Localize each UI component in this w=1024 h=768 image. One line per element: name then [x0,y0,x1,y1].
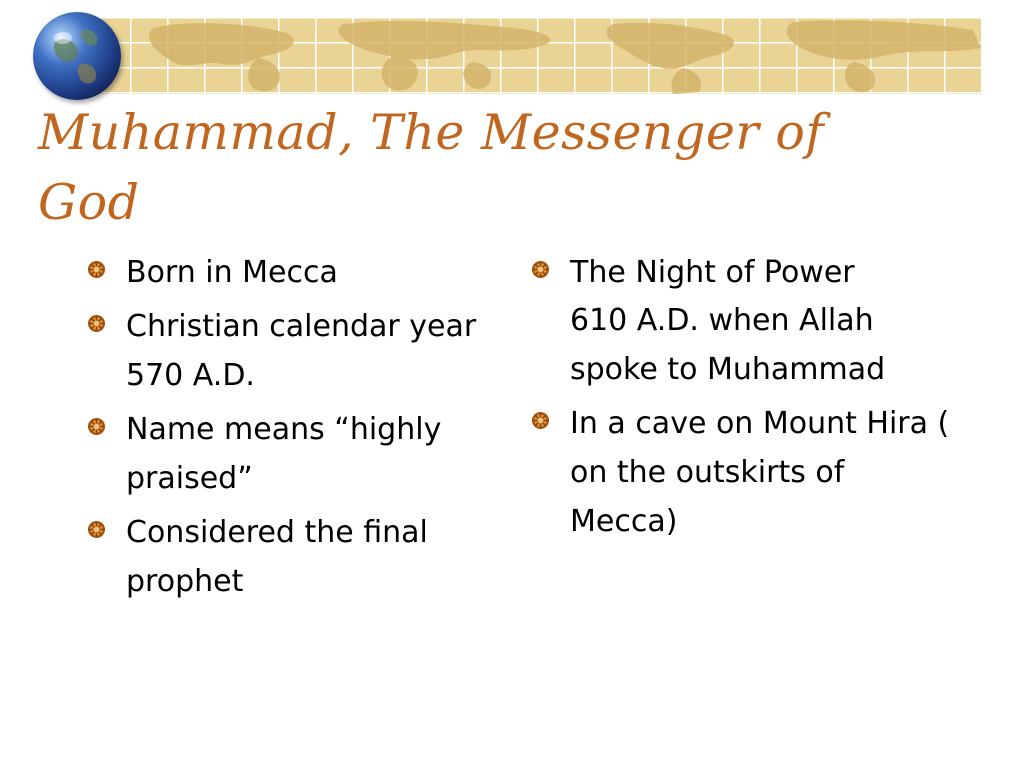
sun-gear-icon [87,417,106,436]
slide-title: Muhammad, The Messenger of God [38,104,824,231]
bullet-text: Born in Mecca [126,255,338,290]
world-map-decoration [93,18,981,94]
bullet-text: Name means “highly praised” [126,412,442,496]
sun-gear-icon [87,520,106,539]
sun-gear-icon [531,411,550,430]
sub-paragraph [531,296,951,394]
bullet-text: Considered the final prophet [126,515,428,599]
sun-gear-icon [531,260,550,279]
left-bullet-list [87,248,507,611]
right-bullet-list [531,248,951,551]
sun-gear-icon [87,314,106,333]
bullet-item [87,508,507,606]
globe-continents [33,12,121,100]
bullet-item [87,248,507,297]
bullet-item [87,302,507,400]
bullet-text: Christian calendar year 570 A.D. [126,309,477,393]
globe-icon [33,12,121,100]
bullet-text: In a cave on Mount Hira ( on the outskirts of Mecca) [570,406,950,539]
bullet-text: The Night of Power [570,255,855,290]
paragraph-text: 610 A.D. when Allah spoke to Muhammad [570,303,886,387]
bullet-item [87,405,507,503]
bullet-item [531,248,951,297]
bullet-item [531,399,951,546]
header-map-banner [92,18,981,94]
sun-gear-icon [87,260,106,279]
